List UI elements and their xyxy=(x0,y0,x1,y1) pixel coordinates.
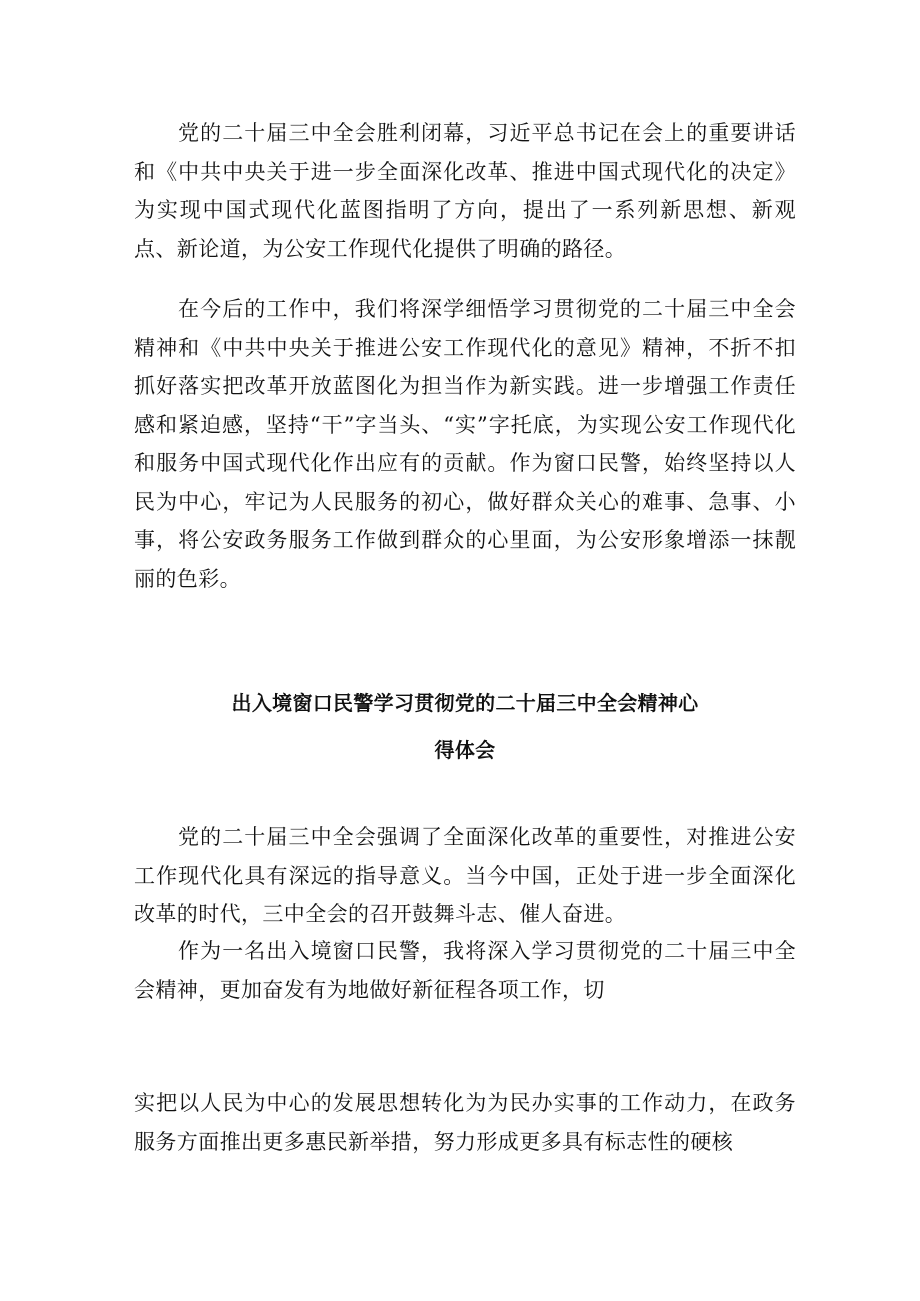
paragraph-police-commitment: 作为一名出入境窗口民警，我将深入学习贯彻党的二十届三中全会精神，更加奋发有为地做好新征程各项工作，切 xyxy=(134,939,796,1002)
paragraph-reform-importance: 党的二十届三中全会强调了全面深化改革的重要性，对推进公安工作现代化具有深远的指导意义。当今中国，正处于进一步全面深化改革的时代，三中全会的召开鼓舞斗志、催人奋进。 xyxy=(134,825,796,926)
article-title-line-1: 出入境窗口民警学习贯彻党的二十届三中全会精神心 xyxy=(231,691,699,715)
article-title-line-2: 得体会 xyxy=(434,738,496,762)
paragraph-continuation: 实把以人民为中心的发展思想转化为为民办实事的工作动力，在政务服务方面推出更多惠民新举措，努力形成更多具有标志性的硬核 xyxy=(134,1091,796,1154)
paragraph-plenum-closing: 党的二十届三中全会胜利闭幕，习近平总书记在会上的重要讲话和《中共中央关于进一步全面深化改革、推进中国式现代化的决定》为实现中国式现代化蓝图指明了方向，提出了一系列新思想、新观点、新论道，为公安工作现代化提供了明确的路径。 xyxy=(134,121,796,261)
paragraph-future-work: 在今后的工作中，我们将深学细悟学习贯彻党的二十届三中全会精神和《中共中央关于推进公安工作现代化的意见》精神，不折不扣抓好落实把改革开放蓝图化为担当作为新实践。进一步增强工作责任感和紧迫感，坚持“干”字当头、“实”字托底，为实现公安工作现代化和服务中国式现代化作出应有的贡献。作为窗口民警，始终坚持以人民为中心，牢记为人民服务的初心，做好群众关心的难事、急事、小事，将公安政务服务工作做到群众的心里面，为公安形象增添一抹靓丽的色彩。 xyxy=(134,297,796,591)
